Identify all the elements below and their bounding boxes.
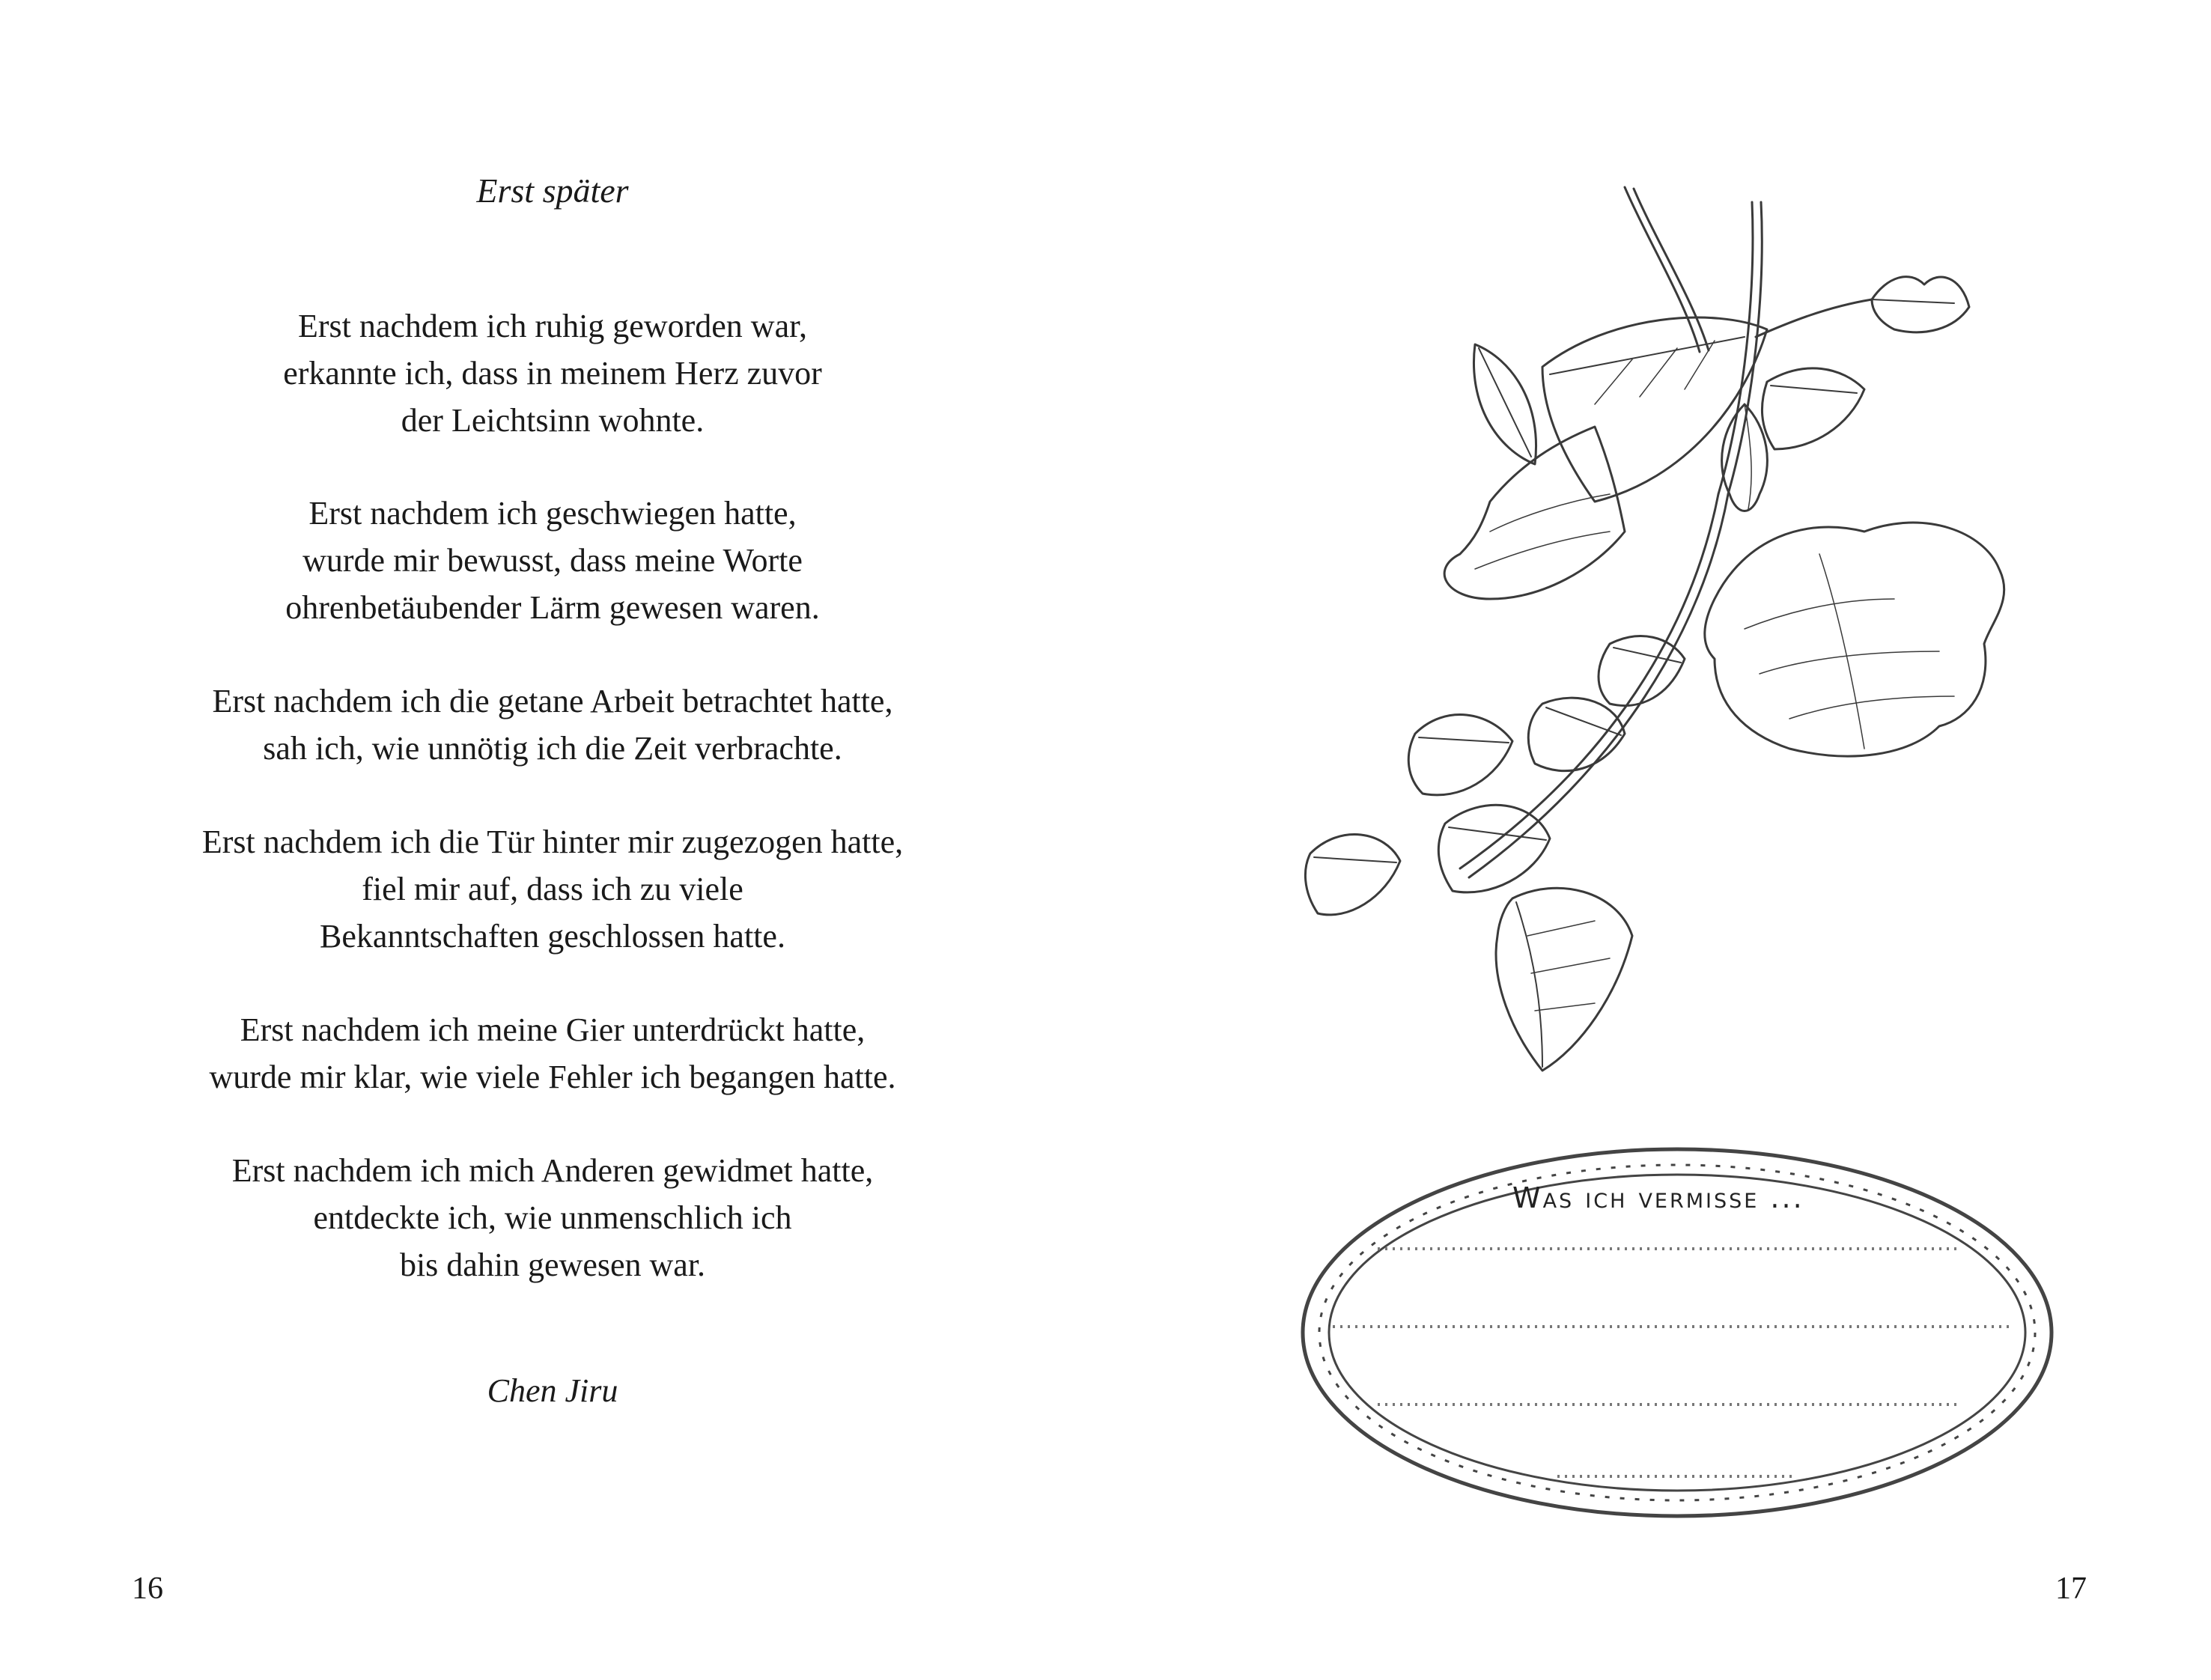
poem-line: bis dahin gewesen war. — [399, 1247, 706, 1283]
poem-line: wurde mir bewusst, dass meine Worte — [302, 542, 803, 579]
stanza-1 — [0, 302, 1105, 444]
poem-title: Erst später — [476, 171, 629, 210]
poem-line: Erst nachdem ich die getane Arbeit betrachtet hatte, — [212, 683, 893, 719]
stanza-2 — [0, 490, 1105, 631]
poem-line: sah ich, wie unnötig ich die Zeit verbrachte. — [263, 730, 842, 767]
poem-line: Erst nachdem ich die Tür hinter mir zugezogen hatte, — [201, 824, 904, 860]
stanza-5 — [0, 1006, 1105, 1101]
poem-line: erkannte ich, dass in meinem Herz zuvor — [283, 355, 822, 392]
poem-line: wurde mir klar, wie viele Fehler ich begangen hatte. — [209, 1059, 896, 1095]
poem-line: Erst nachdem ich geschwiegen hatte, — [308, 495, 797, 532]
page-number-right: 17 — [2055, 1571, 2087, 1606]
poem-line: Bekanntschaften geschlossen hatte. — [320, 918, 785, 955]
poem-line: ohrenbetäubender Lärm gewesen waren. — [285, 589, 820, 626]
note-box-label: Was ich vermisse ... — [1512, 1181, 1804, 1214]
poem-line: entdeckte ich, wie unmenschlich ich — [313, 1199, 792, 1236]
poem-line: Erst nachdem ich mich Anderen gewidmet hatte, — [231, 1152, 874, 1189]
poem-author: Chen Jiru — [487, 1372, 618, 1409]
poem-line: Erst nachdem ich meine Gier unterdrückt hatte, — [240, 1011, 866, 1048]
page-number-left: 16 — [132, 1571, 163, 1606]
poem-line: Erst nachdem ich ruhig geworden war, — [297, 308, 807, 344]
stanza-6 — [0, 1147, 1105, 1288]
left-page — [0, 0, 1105, 1680]
stanza-4 — [0, 818, 1105, 960]
flower-illustration — [1295, 180, 2037, 1078]
poem-line: der Leichtsinn wohnte. — [401, 402, 705, 439]
stanza-3 — [0, 678, 1105, 772]
poem-line: fiel mir auf, dass ich zu viele — [362, 871, 743, 907]
